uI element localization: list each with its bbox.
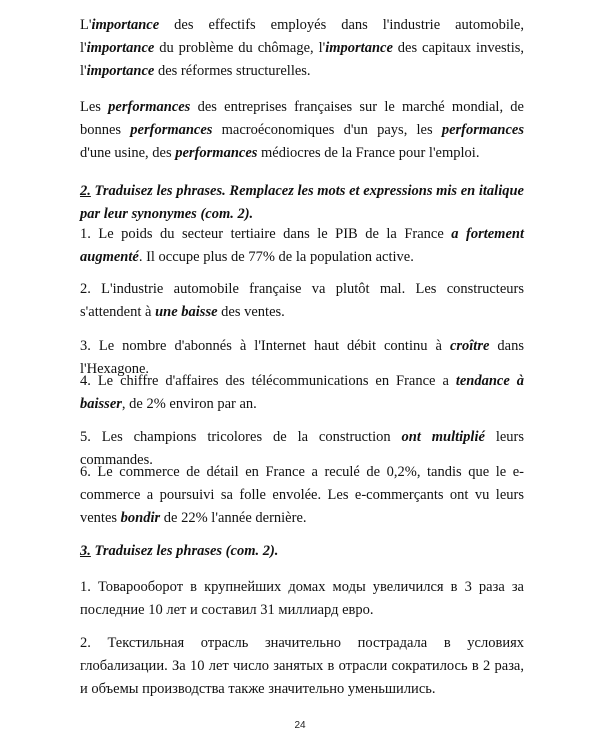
section-3-heading [80, 540, 524, 563]
section-2-heading [80, 180, 524, 226]
text: des capitaux investis, l' [80, 40, 524, 79]
text: 5. Les champions tricolores de la construction [80, 429, 402, 445]
section-number: 3. [80, 543, 91, 559]
paragraph-performances [80, 96, 524, 165]
emphasis: performances [108, 99, 191, 115]
section-title: Traduisez les phrases (com. 2). [90, 543, 279, 559]
text: de 22% l'année dernière. [160, 510, 307, 526]
paragraph-importance [80, 14, 524, 83]
text: 4. Le chiffre d'affaires des télécommunications en France a [80, 373, 456, 389]
emphasis: importance [86, 63, 155, 79]
text: macroéconomiques d'un pays, les [212, 122, 442, 138]
text: 3. Le nombre d'abonnés à l'Internet haut débit continu à [80, 338, 450, 354]
emphasis: bondir [120, 510, 161, 526]
emphasis: une baisse [155, 304, 218, 320]
text: 6. Le commerce de détail en France a reculé de 0,2%, tandis que le e-commerce a poursuivi sa folle envolée. Les e-commerçants ont vu leurs ventes [80, 464, 524, 526]
text: du problème du chômage, l' [154, 40, 326, 56]
text: dans l'Hexagone. [80, 338, 524, 377]
text: des réformes structurelles. [154, 63, 311, 79]
emphasis: performances [175, 145, 258, 161]
exercise-item-1 [80, 223, 524, 269]
text: . Il occupe plus de 77% de la population active. [138, 249, 414, 265]
exercise-item-6 [80, 461, 524, 530]
emphasis: performances [441, 122, 524, 138]
section-title: Traduisez les phrases. Remplacez les mots et expressions mis en italique par leur synonymes (com. 2). [80, 183, 524, 222]
text: des effectifs employés dans l'industrie automobile, l' [80, 17, 524, 56]
emphasis: importance [91, 17, 160, 33]
emphasis: croître [449, 338, 490, 354]
translation-item-1: 1. Товарооборот в крупнейших домах моды увеличился в 3 раза за последние 10 лет и составил 31 миллиард евро. [80, 579, 524, 618]
text: 2. L'industrie automobile française va plutôt mal. Les constructeurs s'attendent à [80, 281, 524, 320]
emphasis: a fortement augmenté [80, 226, 524, 265]
section-number: 2. [80, 183, 91, 199]
text: médiocres de la France pour l'emploi. [257, 145, 480, 161]
text: 1. Le poids du secteur tertiaire dans le PIB de la France [80, 226, 452, 242]
text: des ventes. [217, 304, 285, 320]
page-number: 24 [294, 720, 306, 731]
emphasis: performances [130, 122, 213, 138]
exercise-item-4 [80, 370, 524, 416]
text: leurs commandes. [80, 429, 525, 468]
text: L' [80, 17, 92, 33]
exercise-item-2 [80, 278, 524, 324]
emphasis: tendance à baisser [80, 373, 525, 412]
text: , de 2% environ par an. [121, 396, 257, 412]
translation-item-2: 2. Текстильная отрасль значительно пострадала в условиях глобализации. За 10 лет число занятых в отрасли сократилось в 2 раза, и объемы производства также значительно уменьшились. [80, 635, 524, 697]
text: des entreprises françaises sur le marché mondial, de bonnes [80, 99, 524, 138]
emphasis: importance [325, 40, 393, 56]
text: Les [80, 99, 109, 115]
emphasis: importance [86, 40, 155, 56]
text: d'une usine, des [80, 145, 176, 161]
emphasis: ont multiplié [401, 429, 485, 445]
